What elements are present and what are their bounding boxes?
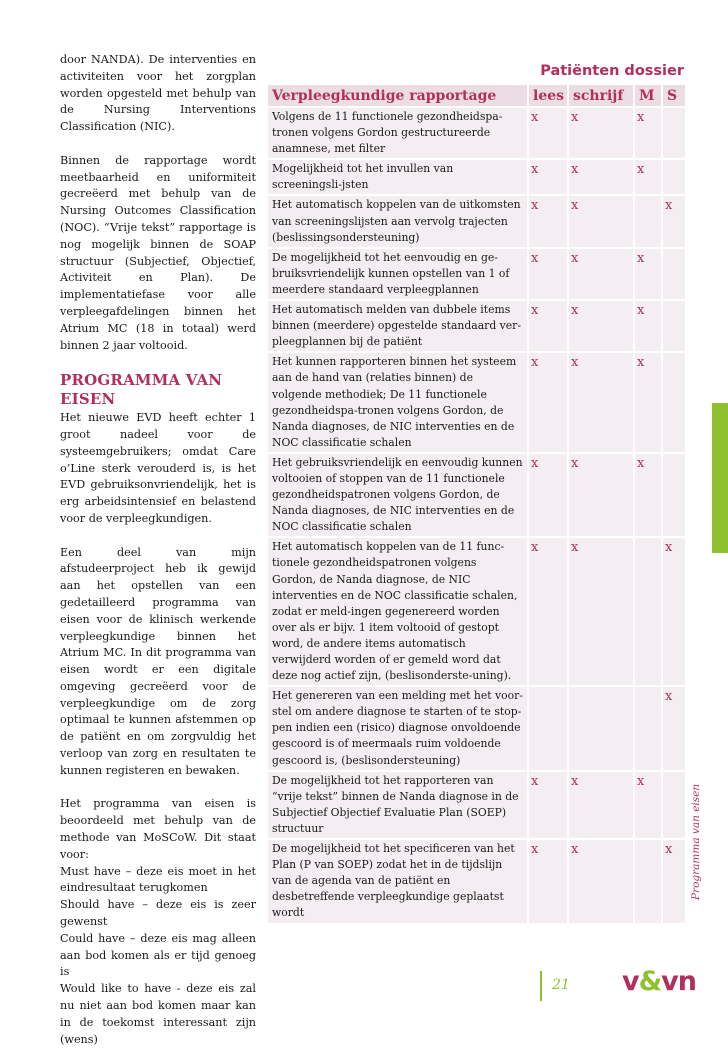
- row-mark-lees: x: [528, 195, 568, 247]
- row-mark-s: [662, 453, 686, 537]
- row-mark-m: x: [634, 771, 662, 839]
- row-mark-m: x: [634, 352, 662, 453]
- table-body: [268, 107, 686, 924]
- table-row: [268, 839, 686, 923]
- table-row: [268, 159, 686, 195]
- row-mark-schrijf: x: [568, 300, 634, 352]
- row-mark-schrijf: x: [568, 453, 634, 537]
- row-description: Het gebruiksvriendelijk en eenvoudig kunnen voltooien of stoppen van de 11 functionele gezondheidspatronen volgens Gordon, de Nanda diagnoses, de NIC interventies en de NOC classificatie schalen: [268, 453, 528, 537]
- table-row: [268, 300, 686, 352]
- header-schrijf: schrijf: [568, 85, 634, 107]
- side-caption: Programma van eisen: [690, 783, 702, 900]
- row-mark-s: x: [662, 686, 686, 770]
- row-mark-s: [662, 352, 686, 453]
- page-number: 21: [552, 977, 570, 993]
- row-mark-s: x: [662, 839, 686, 923]
- row-mark-lees: x: [528, 771, 568, 839]
- row-mark-schrijf: x: [568, 159, 634, 195]
- row-mark-s: [662, 159, 686, 195]
- moscow-could: Could have – deze eis mag alleen aan bod komen als er tijd genoeg is: [60, 931, 256, 979]
- table-row: [268, 195, 686, 247]
- row-mark-s: x: [662, 537, 686, 686]
- row-description: De mogelijkheid tot het specificeren van het Plan (P van SOEP) zodat het in de tijdslijn van de agenda van de patiënt en desbetreffende verpleegkundige geplaatst wordt: [268, 839, 528, 923]
- row-description: Mogelijkheid tot het invullen van screeningsli-jsten: [268, 159, 528, 195]
- row-mark-lees: x: [528, 107, 568, 159]
- green-side-tab: [712, 403, 728, 553]
- row-mark-schrijf: x: [568, 537, 634, 686]
- row-mark-m: x: [634, 159, 662, 195]
- header-s: S: [662, 85, 686, 107]
- row-mark-schrijf: x: [568, 248, 634, 300]
- row-mark-lees: x: [528, 300, 568, 352]
- header-m: M: [634, 85, 662, 107]
- logo-ampersand: &: [638, 966, 662, 997]
- moscow-should: Should have – deze eis is zeer gewenst: [60, 898, 256, 929]
- row-mark-s: [662, 300, 686, 352]
- header-lees: lees: [528, 85, 568, 107]
- row-mark-m: [634, 839, 662, 923]
- table-row: [268, 453, 686, 537]
- row-mark-schrijf: x: [568, 352, 634, 453]
- row-mark-schrijf: x: [568, 839, 634, 923]
- table-header-row: [268, 85, 686, 107]
- section-heading-programma: PROGRAMMA VAN EISEN: [60, 371, 223, 409]
- row-mark-m: x: [634, 107, 662, 159]
- row-mark-lees: x: [528, 248, 568, 300]
- row-mark-s: [662, 107, 686, 159]
- row-mark-lees: x: [528, 159, 568, 195]
- paragraph-moscow-intro: Het programma van eisen is beoordeeld met behulp van de methode van MoSCoW. Dit staat voor:: [60, 797, 256, 861]
- row-mark-schrijf: x: [568, 107, 634, 159]
- row-mark-schrijf: x: [568, 771, 634, 839]
- table-row: [268, 771, 686, 839]
- row-description: Het automatisch koppelen van de uitkomsten van screeningslijsten aan vervolg trajecten (beslissingsondersteuning): [268, 195, 528, 247]
- table-row: [268, 248, 686, 300]
- row-mark-lees: x: [528, 537, 568, 686]
- row-mark-lees: x: [528, 453, 568, 537]
- paragraph-evd-nadeel: Het nieuwe EVD heeft echter 1 groot nadeel voor de systeemgebruikers; omdat Care o’Line sterk verouderd is, is het EVD gebruiksonvriendelijk, het is erg arbeidsintensief en belastend voor de verpleegkundigen.: [60, 411, 256, 525]
- paragraph-noc: Binnen de rapportage wordt meetbaarheid en uniformiteit gecreëerd met behulp van de Nursing Outcomes Classification (NOC). “Vrije tekst” rapportage is nog mogelijk binnen de SOAP structuur (Subjectief, Objectief, Activiteit en Plan). De implementatiefase voor alle verpleegafdelingen binnen het Atrium MC (18 in totaal) werd binnen 2 jaar voltooid.: [60, 153, 256, 352]
- row-description: Het kunnen rapporteren binnen het systeem aan de hand van (relaties binnen) de volgende methodiek; De 11 functionele gezondheidspa-tronen volgens Gordon, de Nanda diagnoses, de NIC interventies en de NOC classificatie schalen: [268, 352, 528, 453]
- row-mark-lees: [528, 686, 568, 770]
- row-description: Het genereren van een melding met het voor-stel om andere diagnose te starten of te stop-pen indien een (risico) diagnose onvoldoende gescoord is of meermaals ruim voldoende gescoord is, (beslisondersteuning): [268, 686, 528, 770]
- row-mark-s: [662, 248, 686, 300]
- row-mark-m: [634, 686, 662, 770]
- footer-divider: [540, 971, 542, 1001]
- table-row: [268, 686, 686, 770]
- header-desc: Verpleegkundige rapportage: [268, 85, 528, 107]
- row-description: Het automatisch koppelen van de 11 func-tionele gezondheidspatronen volgens Gordon, de Nanda diagnose, de NIC interventies en de NOC classificatie schalen, zodat er meld-ingen gegenereerd worden over als er bijv. 1 item voltooid of gestopt word, de andere items automatisch verwijderd worden of er gemeld word dat deze nog actief zijn, (beslisonderste-uning).: [268, 537, 528, 686]
- vvn-logo: [622, 966, 696, 997]
- table-row: [268, 537, 686, 686]
- paragraph-nanda: door NANDA). De interventies en activiteiten voor het zorgplan worden opgesteld met behulp van de Nursing Interventions Classification (NIC).: [60, 53, 256, 134]
- moscow-would: Would like to have - deze eis zal nu niet aan bod komen maar kan in de toekomst interessant zijn (wens): [60, 982, 256, 1046]
- table-row: [268, 352, 686, 453]
- row-mark-m: x: [634, 300, 662, 352]
- paragraph-afstudeerproject: Een deel van mijn afstudeerproject heb ik gewijd aan het opstellen van een gedetailleerd programma van eisen voor de klinisch werkende verpleegkundige binnen het Atrium MC. In dit programma van eisen wordt er een digitale omgeving gecreëerd voor de verpleegkundige om de zorg optimaal te kunnen afstemmen op de patiënt en om zorgvuldig het verloop van zorg en resultaten te kunnen registeren en bewaken.: [60, 545, 256, 777]
- row-mark-m: [634, 195, 662, 247]
- row-mark-schrijf: [568, 686, 634, 770]
- row-mark-schrijf: x: [568, 195, 634, 247]
- row-description: Volgens de 11 functionele gezondheidspa-tronen volgens Gordon gestructureerde anamnese, met filter: [268, 107, 528, 159]
- row-description: De mogelijkheid tot het eenvoudig en ge-bruiksvriendelijk kunnen opstellen van 1 of meerdere standaard verpleegplannen: [268, 248, 528, 300]
- row-mark-lees: x: [528, 839, 568, 923]
- row-mark-lees: x: [528, 352, 568, 453]
- row-mark-m: x: [634, 248, 662, 300]
- row-mark-m: [634, 537, 662, 686]
- dossier-label: Patiënten dossier: [540, 63, 684, 79]
- logo-text-right: vn: [661, 966, 696, 997]
- left-text-column: [60, 52, 256, 1048]
- table-row: [268, 107, 686, 159]
- requirements-table: [268, 85, 687, 925]
- moscow-must: Must have – deze eis moet in het eindresultaat terugkomen: [60, 864, 256, 895]
- row-mark-s: [662, 771, 686, 839]
- logo-text-left: v: [622, 966, 639, 997]
- row-mark-m: x: [634, 453, 662, 537]
- row-mark-s: x: [662, 195, 686, 247]
- row-description: Het automatisch melden van dubbele items binnen (meerdere) opgestelde standaard ver-pleegplannen bij de patiënt: [268, 300, 528, 352]
- row-description: De mogelijkheid tot het rapporteren van “vrije tekst” binnen de Nanda diagnose in de Subjectief Objectief Evaluatie Plan (SOEP) structuur: [268, 771, 528, 839]
